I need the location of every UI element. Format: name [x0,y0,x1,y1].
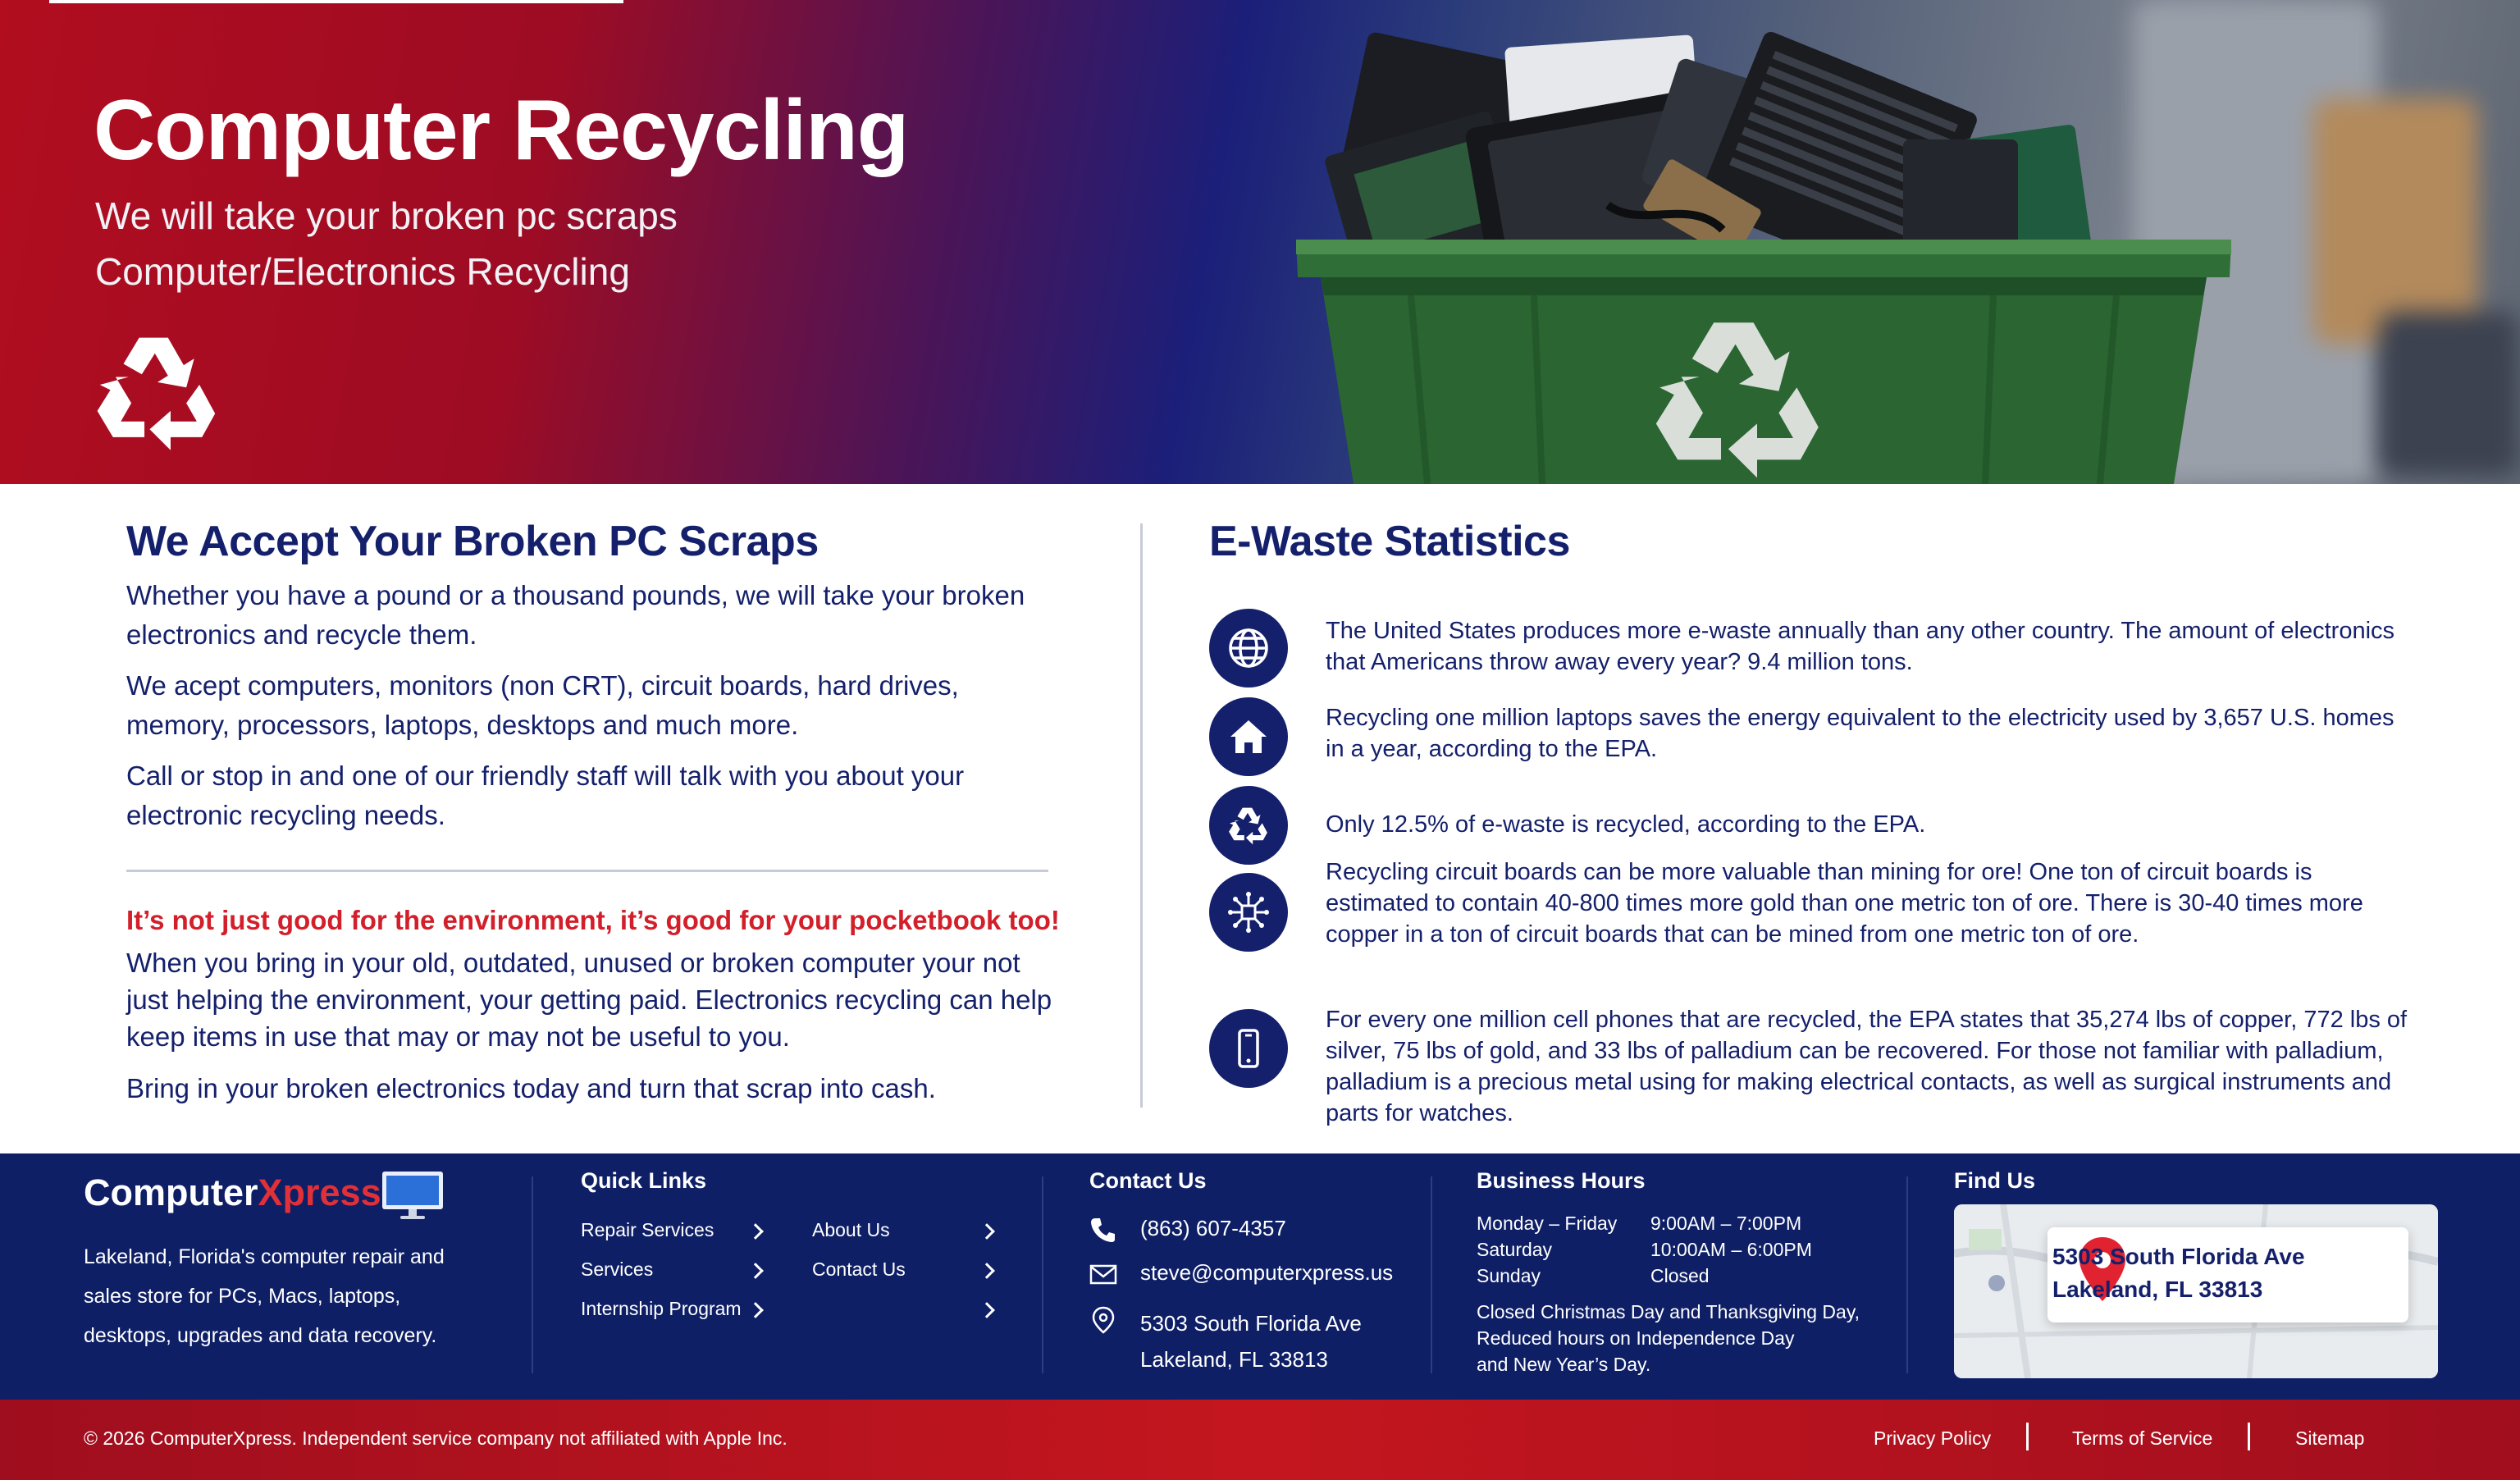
main-content [0,484,2520,1153]
find-us-heading: Find Us [1954,1168,2035,1193]
chevron-right-icon [747,1302,764,1318]
hero-top-accent [49,0,623,3]
site-footer [0,1153,2520,1400]
contact-email[interactable]: steve@computerxpress.us [1140,1260,1394,1285]
link-separator [2026,1423,2029,1450]
hours-note: Closed Christmas Day and Thanksgiving Day, [1477,1301,1860,1322]
contact-address-line-2: Lakeland, FL 33813 [1140,1347,1328,1372]
location-pin-icon [1089,1306,1117,1334]
link-repair-services[interactable]: Repair Services [581,1219,714,1240]
stat-text: Only 12.5% of e-waste is recycled, according to the EPA. [1326,811,1926,838]
chevron-right-icon [979,1223,995,1240]
footer-divider [1042,1176,1043,1373]
sitemap-link[interactable]: Sitemap [2295,1427,2365,1449]
hero-subtitle-secondary: Computer/Electronics Recycling [95,250,630,293]
link-about-us[interactable]: About Us [812,1219,890,1240]
map-address-line-2: Lakeland, FL 33813 [2052,1277,2263,1302]
chevron-right-icon [979,1263,995,1279]
envelope-icon [1089,1260,1117,1288]
chevron-right-icon [747,1223,764,1240]
footer-divider [1431,1176,1432,1373]
bottom-bar [0,1400,2520,1480]
hero-subtitle: We will take your broken pc scraps [95,194,678,237]
hours-note: Reduced hours on Independence Day [1477,1327,1795,1349]
stat-text: Recycling one million laptops saves the energy equivalent to the electricity used by 3,657 U.S. homes in a year, according to the EPA. [1326,705,2394,762]
home-icon [1209,697,1288,776]
map-address-line-1: 5303 South Florida Ave [2052,1244,2305,1269]
brand-logo[interactable] [84,1172,381,1214]
terms-of-service-link[interactable]: Terms of Service [2072,1427,2213,1449]
stat-text: Recycling circuit boards can be more valuable than mining for ore! One ton of circuit boards is estimated to contain 40-800 times more gold than one metric ton of ore. There is 30-40 times more copper in a ton of circuit boards that can be mined from one metric ton of ore. [1326,859,2363,948]
page-title: Computer Recycling [94,83,909,178]
location-map[interactable] [1954,1204,2438,1378]
link-services[interactable]: Services [581,1258,654,1280]
footer-about-text: Lakeland, Florida's computer repair and sales store for PCs, Macs, laptops, desktops, upgrades and data recovery. [84,1245,445,1347]
logo-text-xpress: Xpress [258,1172,381,1213]
accept-paragraph-1: Whether you have a pound or a thousand pounds, we will take your broken electronics and recycle them. [126,580,1025,650]
recycling-bin-image [1263,16,2264,484]
link-contact-us[interactable]: Contact Us [812,1258,906,1280]
hours-time: 10:00AM – 6:00PM [1650,1239,1812,1260]
copyright-text: © 2026 ComputerXpress. Independent service company not affiliated with Apple Inc. [84,1427,788,1449]
hours-note: and New Year’s Day. [1477,1354,1651,1375]
hero-banner [0,0,2520,484]
footer-divider [1906,1176,1908,1373]
hours-day: Sunday [1477,1265,1541,1286]
statistics-heading: E-Waste Statistics [1209,518,1570,565]
chevron-right-icon [979,1302,995,1318]
contact-heading: Contact Us [1089,1168,1207,1193]
hours-time: 9:00AM – 7:00PM [1650,1213,1802,1234]
recycle-icon [92,330,223,453]
hours-time: Closed [1650,1265,1710,1286]
section-divider [126,870,1048,872]
background-boxes [2313,98,2477,345]
business-hours-heading: Business Hours [1477,1168,1646,1193]
phone-icon [1209,1009,1288,1088]
stat-text: For every one million cell phones that are recycled, the EPA states that 35,274 lbs of copper, 772 lbs of silver, 75 lbs of gold, and 33 lbs of palladium can be recovered. For those not familiar with palladium, palladium is a precious metal using for making electrical contacts, as well as surgical instruments and parts for watches. [1326,1007,2408,1126]
link-internship-program[interactable]: Internship Program [581,1298,742,1319]
contact-address-line-1: 5303 South Florida Ave [1140,1311,1362,1336]
statistics-section [1209,517,2423,1126]
highlight-text: It’s not just good for the environment, it’s good for your pocketbook too! [126,905,1060,935]
column-divider [1140,523,1143,1108]
privacy-policy-link[interactable]: Privacy Policy [1874,1427,1992,1449]
stat-text: The United States produces more e-waste annually than any other country. The amount of electronics that Americans throw away every year? 9.4 million tons. [1326,618,2395,675]
background-shadow [2379,312,2518,476]
quick-links-heading: Quick Links [581,1168,707,1193]
footer-divider [532,1176,533,1373]
accept-paragraph-2: We acept computers, monitors (non CRT), circuit boards, hard drives, memory, processors, laptops, desktops and much more. [126,670,959,740]
link-separator [2248,1423,2250,1450]
accept-heading: We Accept Your Broken PC Scraps [126,518,819,565]
recycle-icon [1209,786,1288,865]
hours-day: Monday – Friday [1477,1213,1618,1234]
hours-day: Saturday [1477,1239,1553,1260]
globe-icon [1209,609,1288,687]
accept-paragraph-3: Call or stop in and one of our friendly staff will talk with you about your electronic recycling needs. [126,761,965,830]
phone-icon [1089,1216,1117,1244]
accept-section [126,517,1060,1107]
accept-paragraph-4: When you bring in your old, outdated, unused or broken computer your not just helping the environment, your getting paid. Electronics recycling can help keep items in use that may or may not be useful to you. [126,948,1052,1052]
logo-text-computer: Computer [84,1172,258,1213]
chevron-right-icon [747,1263,764,1279]
circuit-icon [1209,873,1288,952]
monitor-icon [381,1170,445,1221]
contact-phone[interactable]: (863) 607-4357 [1140,1216,1286,1240]
accept-paragraph-5: Bring in your broken electronics today and turn that scrap into cash. [126,1073,936,1103]
green-bin [1296,240,2231,484]
